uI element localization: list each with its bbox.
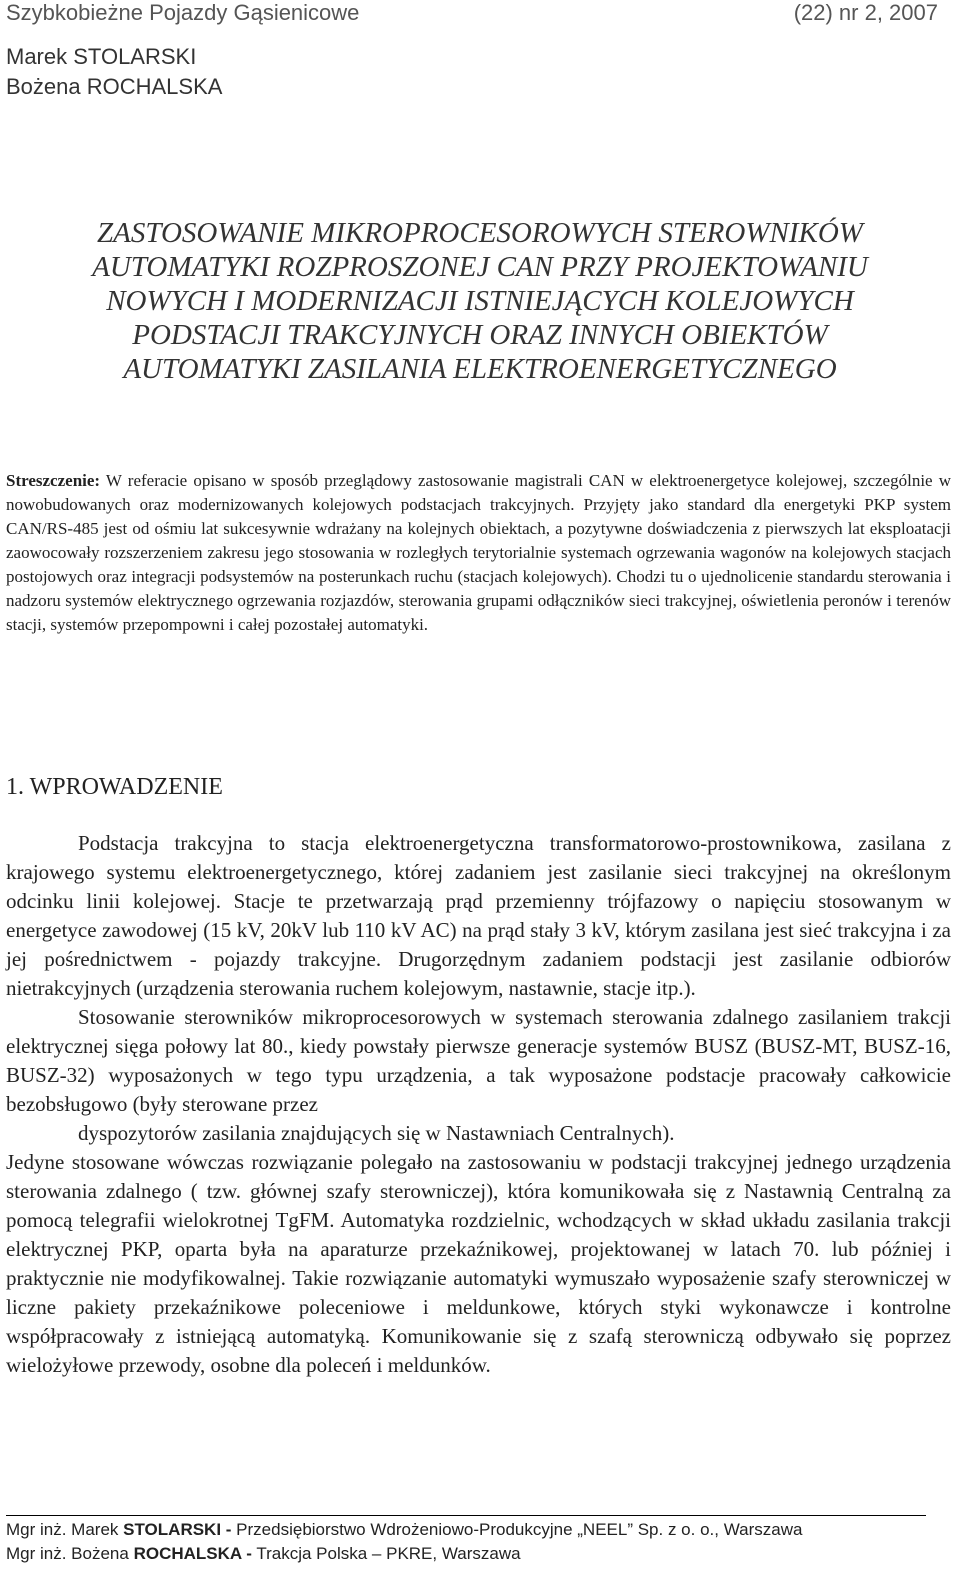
author-2: Bożena ROCHALSKA <box>6 74 223 99</box>
footer-prefix: Mgr inż. Bożena <box>6 1544 134 1563</box>
title-line: ZASTOSOWANIE MIKROPROCESOROWYCH STEROWNIKÓW <box>97 217 863 249</box>
paragraph-2: Stosowanie sterowników mikroprocesorowych w systemach sterowania zdalnego zasilaniem trakcji elektrycznej sięga połowy lat 80., kiedy powstały pierwsze generacje systemów BUSZ (BUSZ-MT, BUSZ-16, BUSZ-32) wyposażonych w tego typu urządzenia, a tak wyposażone podstacje pracowały całkowicie bezobsługowo (były sterowane przez <box>6 1005 951 1116</box>
title-line: PODSTACJI TRAKCYJNYCH ORAZ INNYCH OBIEKTÓW <box>132 319 828 351</box>
paragraph-2-tail: dyspozytorów zasilania znajdujących się w Nastawniach Centralnych). <box>78 1121 675 1145</box>
footer-affiliation: Przedsiębiorstwo Wdrożeniowo-Produkcyjne „NEEL” Sp. z o. o., Warszawa <box>231 1520 803 1539</box>
footer-author-name: ROCHALSKA - <box>133 1544 252 1563</box>
paragraph-1: Podstacja trakcyjna to stacja elektroenergetyczna transformatorowo-prostownikowa, zasilana z krajowego systemu elektroenergetycznego, której zadaniem jest zasilanie sieci trakcyjnej na określonym odcinku linii kolejowej. Stacje te przetwarzają prąd przemienny trójfazowy o napięciu stosowanym w energetyce zawodowej (15 kV, 20kV lub 110 kV AC) na prąd stały 3 kV, którym zasilana jest sieć trakcyjna i za jej pośrednictwem - pojazdy trakcyjne. Drugorzędnym zadaniem podstacji jest zasilanie odbiorów nietrakcyjnych (urządzenia sterowania ruchem kolejowym, nastawnie, stacje itp.). <box>6 831 951 1000</box>
paragraph-3: Jedyne stosowane wówczas rozwiązanie polegało na zastosowaniu w podstacji trakcyjnej jednego urządzenia sterowania zdalnego ( tzw. głównej szafy sterowniczej), która komunikowała się z Nastawnią Centralną za pomocą telegrafii wielokrotnej TgFM. Automatyka rozdzielnic, wchodzących w skład układu zasilania trakcji elektrycznej PKP, oparta była na aparaturze przekaźnikowej, projektowanej w latach 70. lub później i praktycznie nie modyfikowalnej. Takie rozwiązanie automatyki wymuszało wyposażenie szafy sterowniczej w liczne pakiety przekaźnikowe poleceniowe i meldunkowe, których styki wykonawcze i kontrolne współpracowały z istniejącą automatyką. Komunikowanie się z szafą sterowniczą odbywało się poprzez wielożyłowe przewody, osobne dla poleceń i meldunków. <box>6 1150 951 1377</box>
footer-affiliation: Trakcja Polska – PKRE, Warszawa <box>251 1544 521 1563</box>
title-line: AUTOMATYKI ROZPROSZONEJ CAN PRZY PROJEKTOWANIU <box>92 251 868 283</box>
footer-author-name: STOLARSKI - <box>123 1520 232 1539</box>
author-1: Marek STOLARSKI <box>6 44 197 69</box>
footer-divider <box>6 1515 926 1516</box>
title-line: AUTOMATYKI ZASILANIA ELEKTROENERGETYCZNEGO <box>123 353 837 385</box>
body-text <box>6 829 951 1380</box>
abstract-text: W referacie opisano w sposób przeglądowy zastosowanie magistrali CAN w elektroenergetyce kolejowej, szczególnie w nowobudowanych oraz modernizowanych kolejowych podstacjach trakcyjnych. Przyjęty jako standard dla energetyki PKP system CAN/RS-485 jest od ośmiu lat sukcesywnie wdrażany na kolejnych obiektach, a pozytywne doświadczenia z pierwszych lat eksploatacji zaowocowały rozszerzeniem zakresu jego stosowania w rozległych terytorialnie systemach ogrzewania wagonów na kolejowych stacjach postojowych oraz integracji podsystemów na posterunkach ruchu (stacjach kolejowych). Chodzi tu o ujednolicenie standardu sterowania i nadzoru systemów elektrycznego ogrzewania rozjazdów, sterowania grupami odłączników sieci trakcyjnej, oświetlenia peronów i terenów stacji, systemów przepompowni i całej pozostałej automatyki. <box>6 471 951 634</box>
title-line: NOWYCH I MODERNIZACJI ISTNIEJĄCYCH KOLEJOWYCH <box>106 285 854 317</box>
abstract <box>6 469 951 637</box>
journal-name: Szybkobieżne Pojazdy Gąsienicowe <box>6 0 360 25</box>
footer-author-1 <box>6 1520 946 1540</box>
footer-prefix: Mgr inż. Marek <box>6 1520 124 1539</box>
issue-number: (22) nr 2, 2007 <box>793 0 938 25</box>
paper-title <box>0 216 960 386</box>
footer-author-2 <box>6 1544 946 1564</box>
section-heading: 1. WPROWADZENIE <box>6 774 223 800</box>
abstract-label: Streszczenie: <box>6 471 101 490</box>
